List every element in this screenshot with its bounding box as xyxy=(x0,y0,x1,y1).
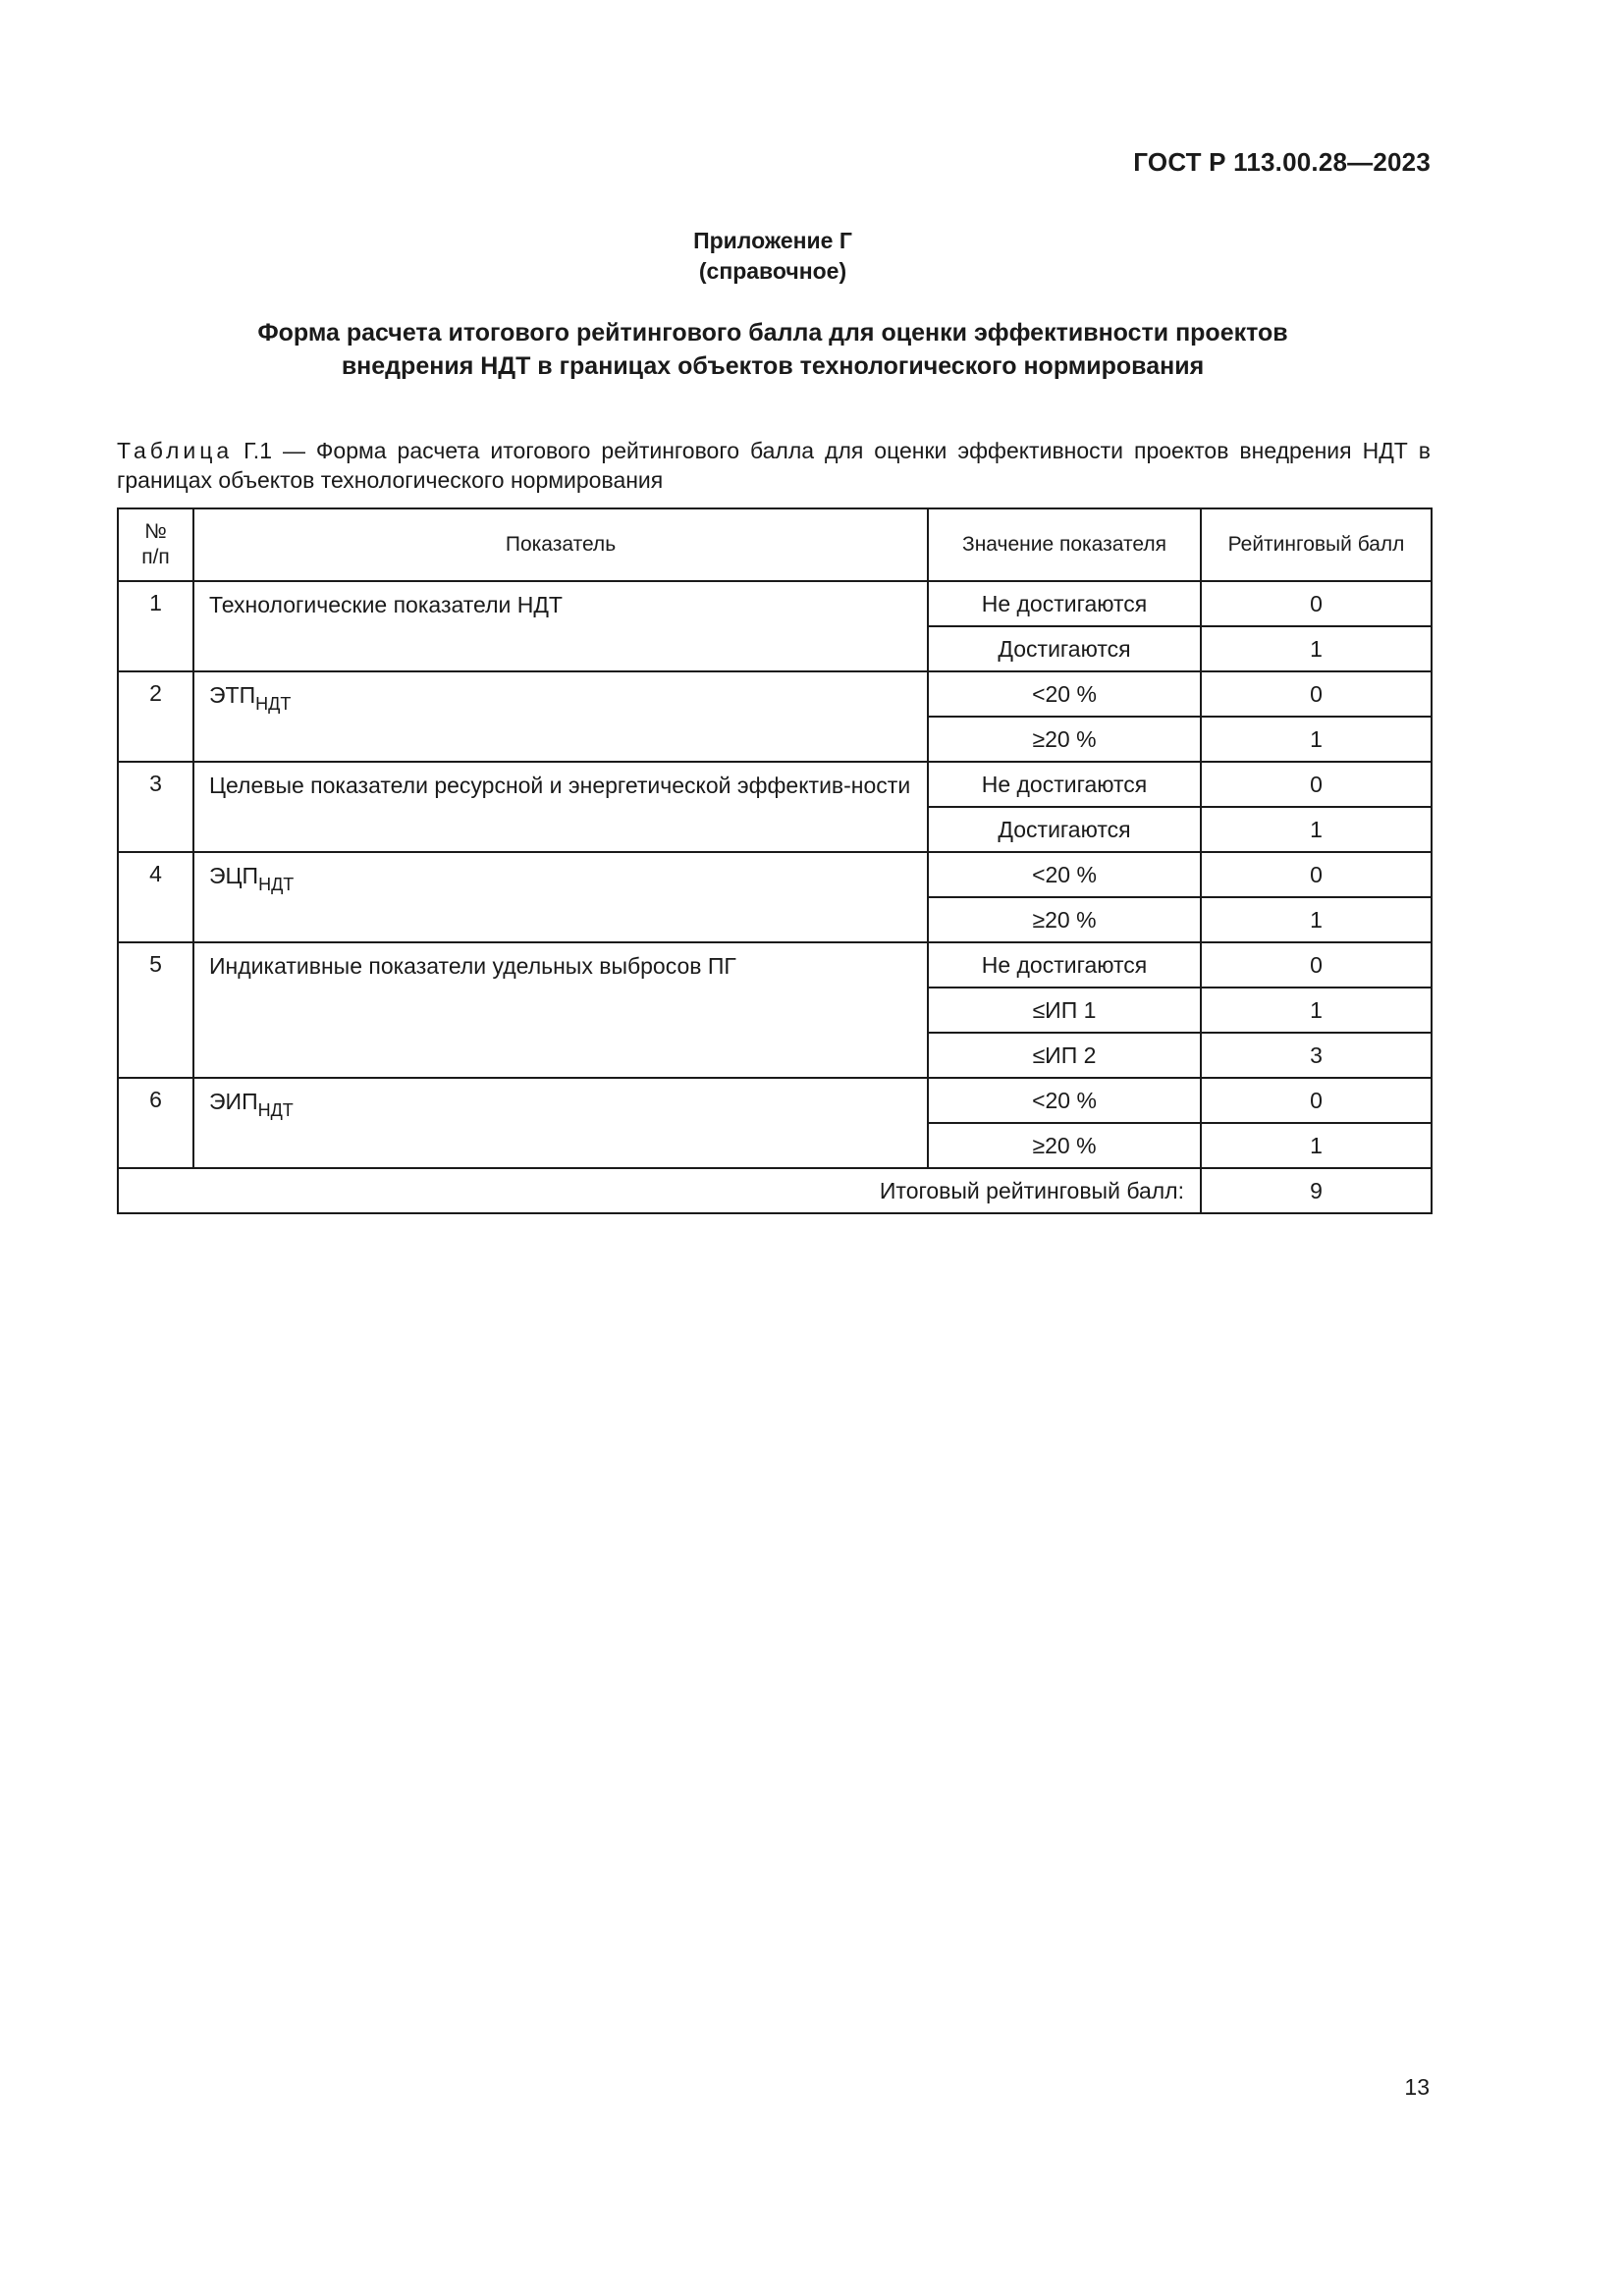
row-number: 1 xyxy=(118,581,193,671)
row-number: 4 xyxy=(118,852,193,942)
row-number: 3 xyxy=(118,762,193,852)
page-title-line-1: Форма расчета итогового рейтингового балла для оценки эффективности проектов xyxy=(257,319,1288,347)
table-header-row xyxy=(118,508,1432,581)
value-cell: ≥20 % xyxy=(928,1123,1201,1168)
value-cell: <20 % xyxy=(928,671,1201,717)
score-cell: 0 xyxy=(1201,581,1432,626)
value-cell: Не достигаются xyxy=(928,762,1201,807)
indicator-subscript: НДТ xyxy=(257,1100,294,1120)
document-code: ГОСТ Р 113.00.28—2023 xyxy=(1133,147,1431,177)
indicator-cell: Целевые показатели ресурсной и энергетической эффектив-ности xyxy=(193,762,928,852)
value-cell: Достигаются xyxy=(928,626,1201,671)
score-cell: 1 xyxy=(1201,988,1432,1033)
row-number: 2 xyxy=(118,671,193,762)
score-cell: 0 xyxy=(1201,671,1432,717)
indicator-subscript: НДТ xyxy=(255,694,292,714)
value-cell: ≤ИП 1 xyxy=(928,988,1201,1033)
page-number: 13 xyxy=(1404,2074,1430,2100)
total-label: Итоговый рейтинговый балл: xyxy=(118,1168,1201,1213)
value-cell: Достигаются xyxy=(928,807,1201,852)
table-caption-text: Г.1 — Форма расчета итогового рейтингового балла для оценки эффективности проектов внедрения НДТ в границах объектов технологического нормирования xyxy=(117,438,1431,493)
score-cell: 0 xyxy=(1201,852,1432,897)
value-cell: ≥20 % xyxy=(928,717,1201,762)
table-row xyxy=(118,671,1432,717)
table-row xyxy=(118,762,1432,807)
rating-table xyxy=(117,507,1433,1214)
table-row xyxy=(118,942,1432,988)
table-caption xyxy=(117,436,1431,495)
total-score: 9 xyxy=(1201,1168,1432,1213)
indicator-text: ЭЦП xyxy=(209,863,259,888)
value-cell: Не достигаются xyxy=(928,581,1201,626)
score-cell: 1 xyxy=(1201,1123,1432,1168)
score-cell: 0 xyxy=(1201,942,1432,988)
indicator-subscript: НДТ xyxy=(258,875,295,894)
page-title-line-2: внедрения НДТ в границах объектов технологического нормирования xyxy=(341,352,1205,380)
indicator-text: ЭИП xyxy=(209,1089,258,1114)
indicator-cell: Технологические показатели НДТ xyxy=(193,581,928,671)
score-cell: 1 xyxy=(1201,717,1432,762)
total-row xyxy=(118,1168,1432,1213)
table-row xyxy=(118,581,1432,626)
score-cell: 1 xyxy=(1201,897,1432,942)
table-caption-label: Таблица xyxy=(117,438,234,463)
score-cell: 1 xyxy=(1201,626,1432,671)
appendix-subtitle: (справочное) xyxy=(698,258,847,284)
page-title xyxy=(137,316,1408,383)
header-num-line-2: п/п xyxy=(141,546,170,568)
row-number: 5 xyxy=(118,942,193,1078)
value-cell: ≥20 % xyxy=(928,897,1201,942)
indicator-cell xyxy=(193,1078,928,1168)
row-number: 6 xyxy=(118,1078,193,1168)
score-cell: 1 xyxy=(1201,807,1432,852)
value-cell: <20 % xyxy=(928,1078,1201,1123)
indicator-cell xyxy=(193,852,928,942)
indicator-cell: Индикативные показатели удельных выбросов ПГ xyxy=(193,942,928,1078)
value-cell: <20 % xyxy=(928,852,1201,897)
header-value: Значение показателя xyxy=(928,508,1201,581)
indicator-cell xyxy=(193,671,928,762)
appendix-heading xyxy=(0,226,1545,287)
indicator-text: ЭТП xyxy=(209,682,256,708)
header-score: Рейтинговый балл xyxy=(1201,508,1432,581)
table-row xyxy=(118,852,1432,897)
appendix-title: Приложение Г xyxy=(693,228,852,253)
score-cell: 0 xyxy=(1201,1078,1432,1123)
value-cell: ≤ИП 2 xyxy=(928,1033,1201,1078)
table-row xyxy=(118,1078,1432,1123)
header-num xyxy=(118,508,193,581)
score-cell: 0 xyxy=(1201,762,1432,807)
value-cell: Не достигаются xyxy=(928,942,1201,988)
header-indicator: Показатель xyxy=(193,508,928,581)
score-cell: 3 xyxy=(1201,1033,1432,1078)
header-num-line-1: № xyxy=(144,520,167,543)
